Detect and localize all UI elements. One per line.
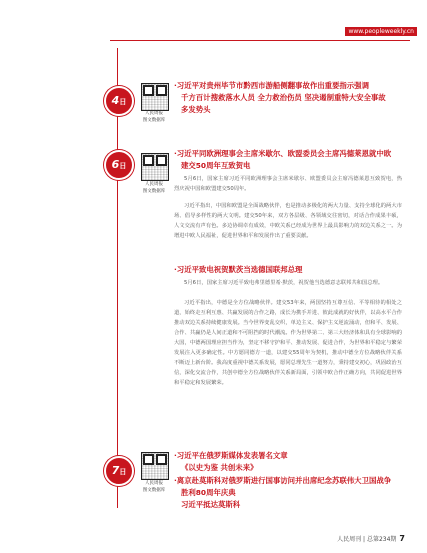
day-badge-6	[104, 150, 134, 180]
site-url-tag[interactable]: www.peopleweekly.cn	[345, 27, 417, 36]
page-header-band	[0, 0, 427, 20]
page-number: 7	[399, 534, 405, 543]
news-title-d4-1: ·习近平对贵州毕节市黔西市游船侧翻事故作出重要指示强调	[174, 81, 369, 90]
day-badge-4	[104, 86, 134, 116]
news-subline: 多发势头	[181, 105, 211, 114]
news-subline: 建交50周年互致贺电	[181, 161, 251, 170]
day-unit: 日	[119, 468, 127, 476]
news-title-d6-1: ·习近平同欧洲理事会主席米歇尔、欧盟委员会主席冯德莱恩就中欧	[174, 149, 392, 158]
qr-code-icon[interactable]	[141, 452, 169, 480]
news-title-d6-2: ·习近平致电祝贺默茨当选德国联邦总理	[174, 265, 303, 274]
day-unit: 日	[119, 98, 127, 106]
day-number: 4	[111, 94, 120, 107]
day-unit: 日	[119, 162, 127, 170]
news-title-d7-2: ·离京赴莫斯科对俄罗斯进行国事访问并出席纪念苏联伟大卫国战争	[174, 476, 392, 485]
news-subline: 胜利80周年庆典	[181, 488, 236, 497]
news-paragraph: 5月6日，国家主席习近平同欧洲理事会主席米歇尔、欧盟委员会主席冯德莱恩互致贺电，热烈庆祝中国和欧盟建交50周年。	[174, 176, 402, 192]
news-paragraph: 5月6日，国家主席习近平致电弗里德里希·默茨，祝贺他当选德意志联邦共和国总理。	[184, 280, 384, 286]
qr-caption: 人民周报 图文数据库	[142, 481, 166, 493]
page-footer	[337, 534, 405, 543]
news-subline: 习近平抵达莫斯科	[181, 500, 241, 509]
news-subline: 《以史为鉴 共创未来》	[181, 463, 258, 472]
news-paragraph: 习近平指出，中德是全方位战略伙伴。建交53年来，两国坚持互尊互信、平等相待的相处之道，始终走互利互惠、共赢发展的合作之路，成长为携手并进、彼此成就的好伙伴，以高水平合作推动双边关系持续健康发展。当今世界变乱交织，单边主义、保护主义逆流涌动，但和平、发展、合作、共赢仍是人间正道和不可阻挡的时代潮流。作为世界第二、第三大经济体和具有全球影响的大国，中德两国理应担当作为，坚定不移守护和平、推动发展、促进合作，为世界和平稳定与繁荣发展注入更多确定性。中方愿同德方一道，以建交55周年为契机，推动中德全方位战略伙伴关系不断迈上新台阶。我高度重视中德关系发展，愿同总理先生一道努力，秉持建交初心，巩固政治互信，深化交流合作，共创中德全方位战略伙伴关系新局面，引领中欧合作正确方向，共同促进世界和平稳定和发展繁荣。	[174, 300, 402, 386]
timeline-line	[117, 48, 118, 508]
qr-code-icon[interactable]	[141, 83, 169, 111]
day-badge-7	[104, 456, 134, 486]
header-divider	[110, 40, 410, 41]
news-paragraph: 习近平指出，中国和欧盟是全面战略伙伴，也是推动多极化的两大力量、支持全球化的两大市场、倡导多样性的两大文明。建交50年来，双方各层级、各领域交往密切，对话合作成果丰硕，人文交流有声有色。多边协调卓有成效，中欧关系已经成为世界上最具影响力的双边关系之一。为增进中欧人民福祉，促进世界和平和发展作出了重要贡献。	[174, 203, 402, 239]
qr-caption: 人民周报 图文数据库	[142, 182, 166, 194]
qr-caption: 人民周报 图文数据库	[142, 111, 166, 123]
journal-name: 人民周刊 | 总第234期	[337, 536, 397, 543]
day-number: 7	[111, 464, 120, 477]
day-number: 6	[111, 158, 120, 171]
news-title-d7-1: ·习近平在俄罗斯媒体发表署名文章	[174, 451, 288, 460]
news-subline: 千方百计搜救落水人员 全力救治伤员 坚决遏制重特大安全事故	[181, 93, 386, 102]
qr-code-icon[interactable]	[141, 153, 169, 181]
